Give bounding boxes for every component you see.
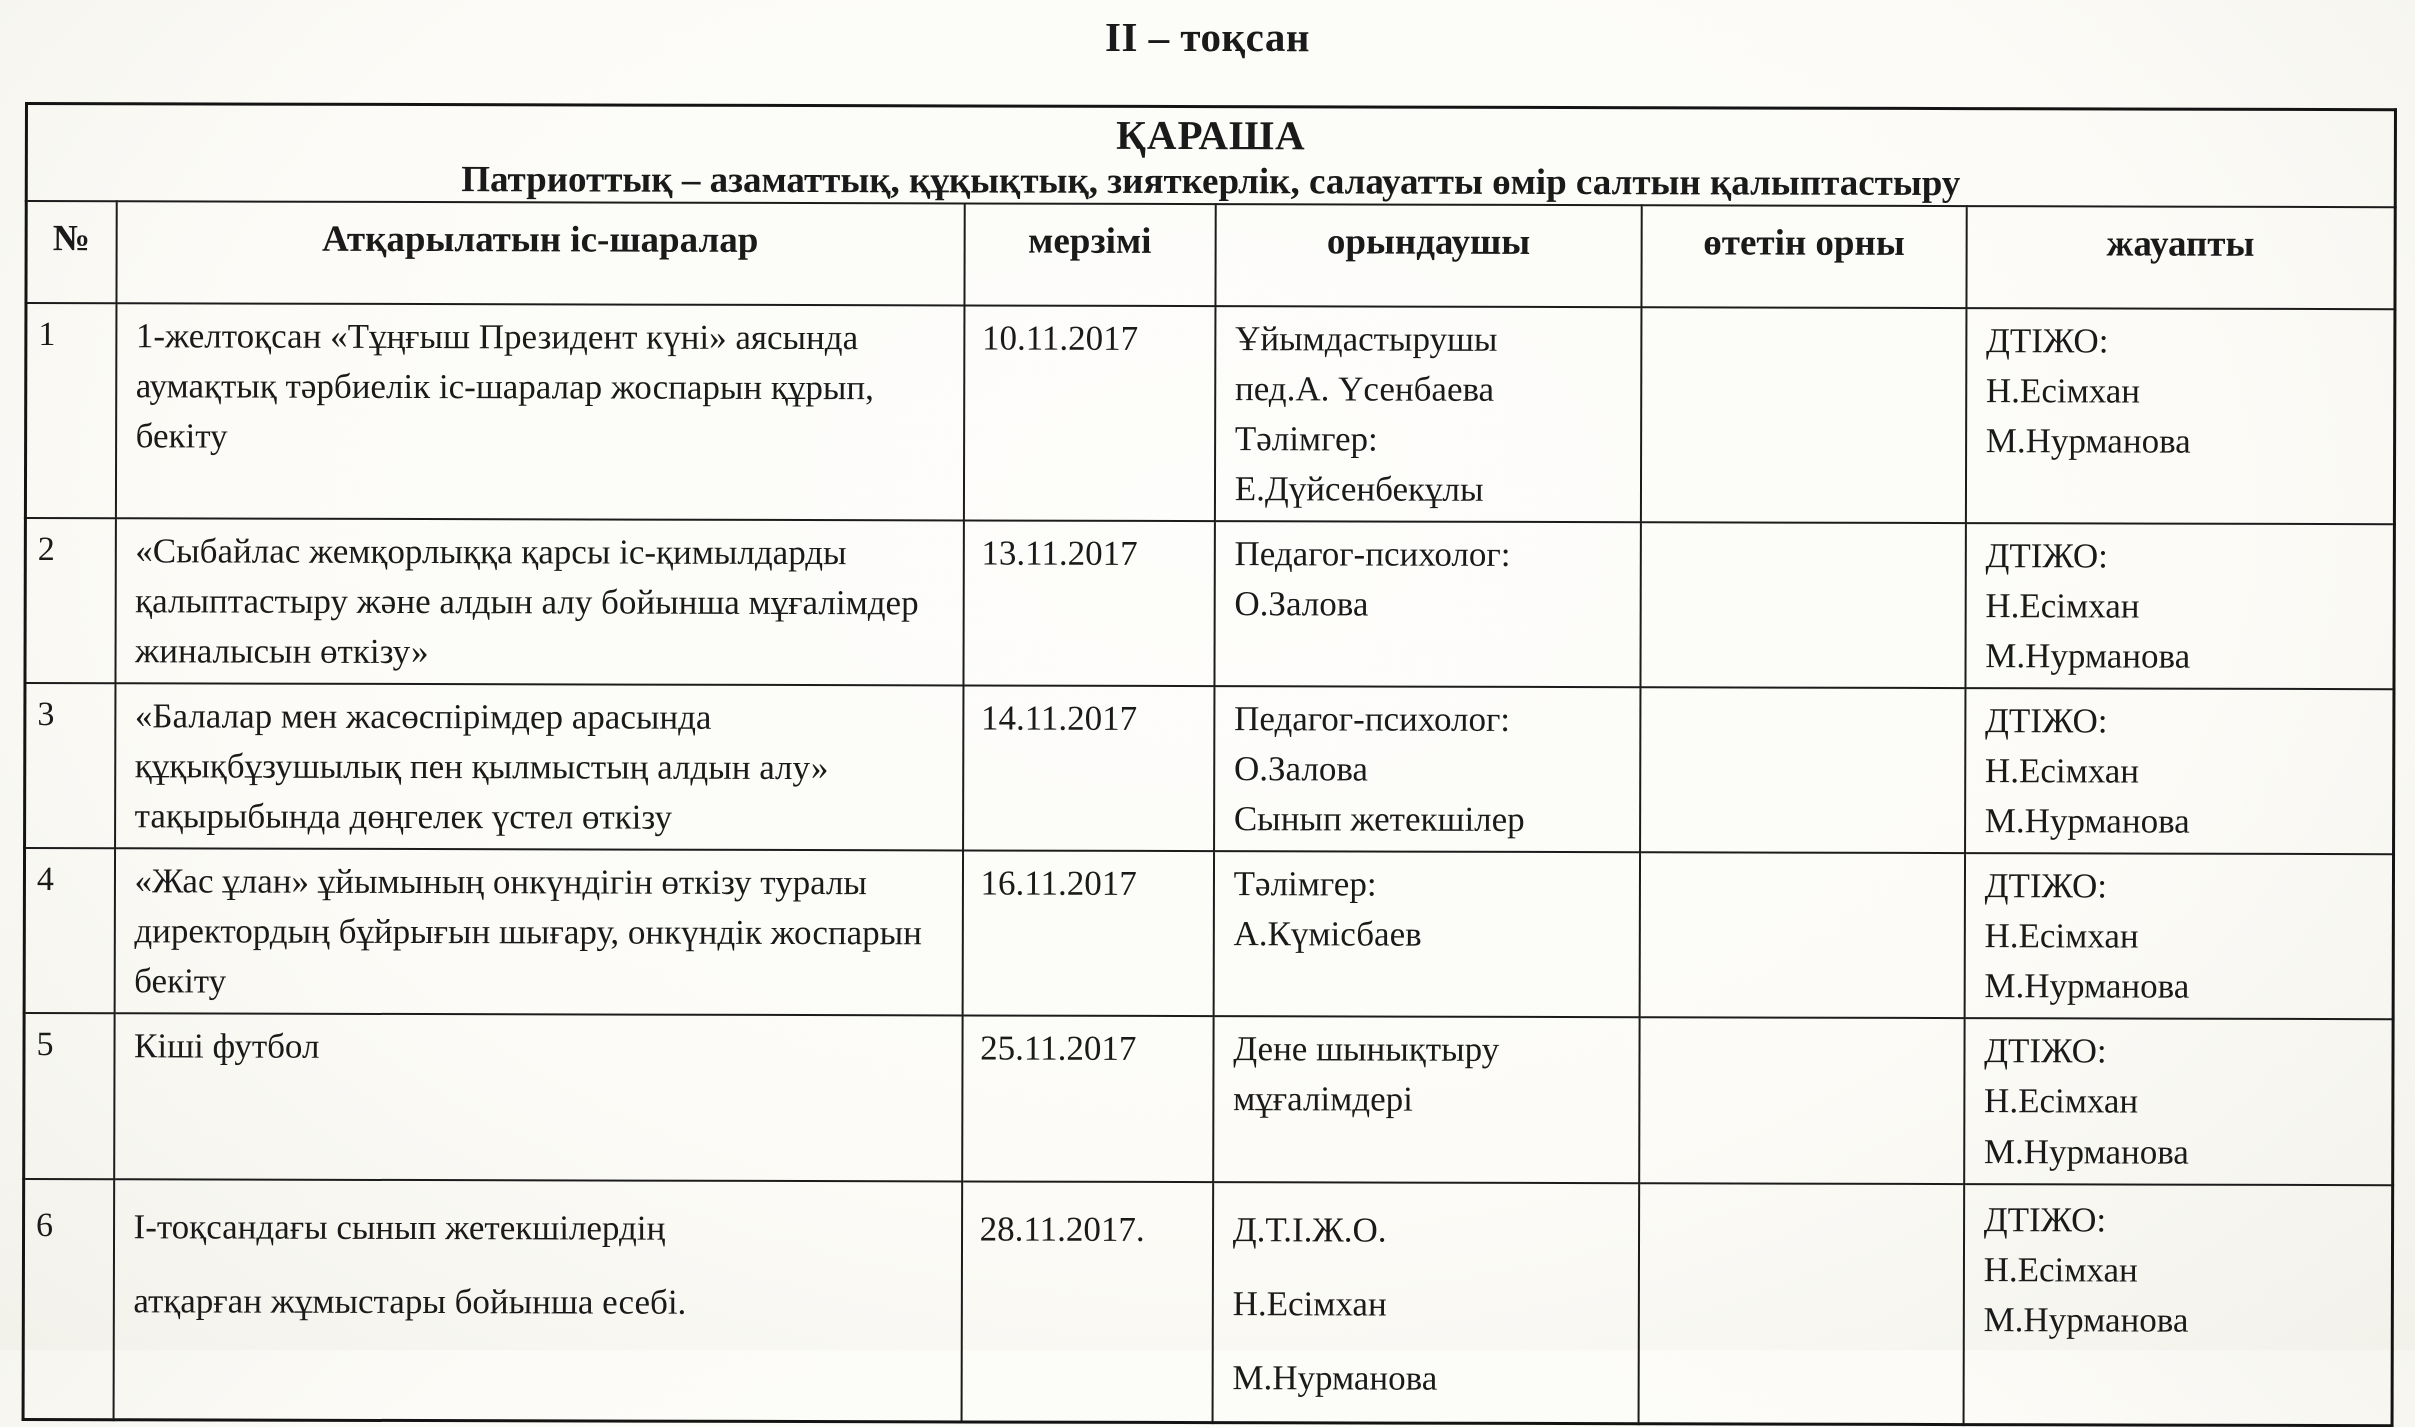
table-row <box>25 683 2394 854</box>
row-number: 3 <box>25 683 115 848</box>
table-title-cell <box>26 104 2395 208</box>
venue-cell <box>1641 522 1966 688</box>
date-cell: 25.11.2017 <box>962 1016 1214 1182</box>
venue-cell <box>1640 687 1965 853</box>
activity-cell: «Жас ұлан» ұйымының онкүндігін өткізу туралы директордың бұйрығын шығару, онкүндік жоспарын бекіту <box>114 849 963 1016</box>
venue-cell <box>1639 1018 1964 1184</box>
venue-cell <box>1639 1183 1964 1425</box>
activity-cell: Кіші футбол <box>114 1014 963 1181</box>
col-header-activity: Атқарылатын іс-шаралар <box>116 201 964 305</box>
activity-cell: «Сыбайлас жемқорлыққа қарсы іс-қимылдарды қалыптастыру және алдын алу бойынша мұғалімдер жиналысын өткізу» <box>115 518 964 685</box>
activity-cell: «Балалар мен жасөспірімдер арасында құқықбұзушылық пен қылмыстың алдын алу» тақырыбында дөңгелек үстел өткізу <box>115 683 964 850</box>
responsible-cell: ДТІЖО: Н.Есімхан М.Нурманова <box>1965 688 2394 854</box>
executor-cell: Педагог-психолог: О.Залова Сынып жетекшілер <box>1214 686 1641 852</box>
col-header-executor: орындаушы <box>1215 204 1642 307</box>
col-header-date: мерзімі <box>964 203 1215 306</box>
table-subtitle: Патриоттық – азаматтық, құқықтық, зияткерлік, салауатты өмір салтын қалыптастыру <box>461 159 1961 205</box>
events-plan-table <box>22 102 2397 1427</box>
events-plan-table-wrap <box>22 102 2397 1427</box>
row-number: 1 <box>25 303 116 518</box>
col-header-number: № <box>26 201 116 303</box>
date-cell: 13.11.2017 <box>963 520 1215 686</box>
activity-cell: І-тоқсандағы сынып жетекшілердің атқарған жұмыстары бойынша есебі. <box>113 1179 962 1422</box>
responsible-cell: ДТІЖО: Н.Есімхан М.Нурманова <box>1963 1184 2392 1426</box>
responsible-cell: ДТІЖО: Н.Есімхан М.Нурманова <box>1964 853 2393 1019</box>
table-row <box>25 518 2394 689</box>
page-title: ІІ – тоқсан <box>1105 14 1310 60</box>
col-header-responsible: жауапты <box>1966 206 2395 309</box>
table-row <box>24 1013 2393 1184</box>
date-cell: 14.11.2017 <box>963 686 1215 852</box>
row-number: 5 <box>24 1013 114 1178</box>
date-cell: 16.11.2017 <box>962 851 1214 1017</box>
month-title: ҚАРАША <box>1116 111 1306 159</box>
activity-cell: 1-желтоқсан «Тұңғыш Президент күні» аясында аумақтық тәрбиелік іс-шаралар жоспарын құрып, бекіту <box>115 303 964 520</box>
executor-cell: Ұйымдастырушы пед.А. Үсенбаева Тәлімгер: Е.Дүйсенбекұлы <box>1215 306 1642 522</box>
row-number: 2 <box>25 518 115 683</box>
responsible-cell: ДТІЖО: Н.Есімхан М.Нурманова <box>1964 1019 2393 1185</box>
executor-cell: Дене шынықтыру мұғалімдері <box>1213 1017 1640 1183</box>
responsible-cell: ДТІЖО: Н.Есімхан М.Нурманова <box>1965 523 2394 689</box>
table-row <box>24 848 2393 1019</box>
responsible-cell: ДТІЖО: Н.Есімхан М.Нурманова <box>1966 308 2395 524</box>
venue-cell <box>1640 853 1965 1019</box>
executor-cell: Педагог-психолог: О.Залова <box>1214 521 1641 687</box>
table-row <box>23 1179 2393 1426</box>
col-header-venue: өтетін орны <box>1642 205 1967 308</box>
executor-cell: Тәлімгер: А.Күмісбаев <box>1213 851 1640 1017</box>
executor-cell: Д.Т.І.Ж.О. Н.Есімхан М.Нурманова <box>1212 1182 1639 1424</box>
date-cell: 28.11.2017. <box>961 1181 1213 1423</box>
date-cell: 10.11.2017 <box>964 305 1216 521</box>
table-row <box>25 303 2395 524</box>
row-number: 4 <box>24 848 114 1013</box>
row-number: 6 <box>23 1179 114 1420</box>
venue-cell <box>1641 307 1966 523</box>
